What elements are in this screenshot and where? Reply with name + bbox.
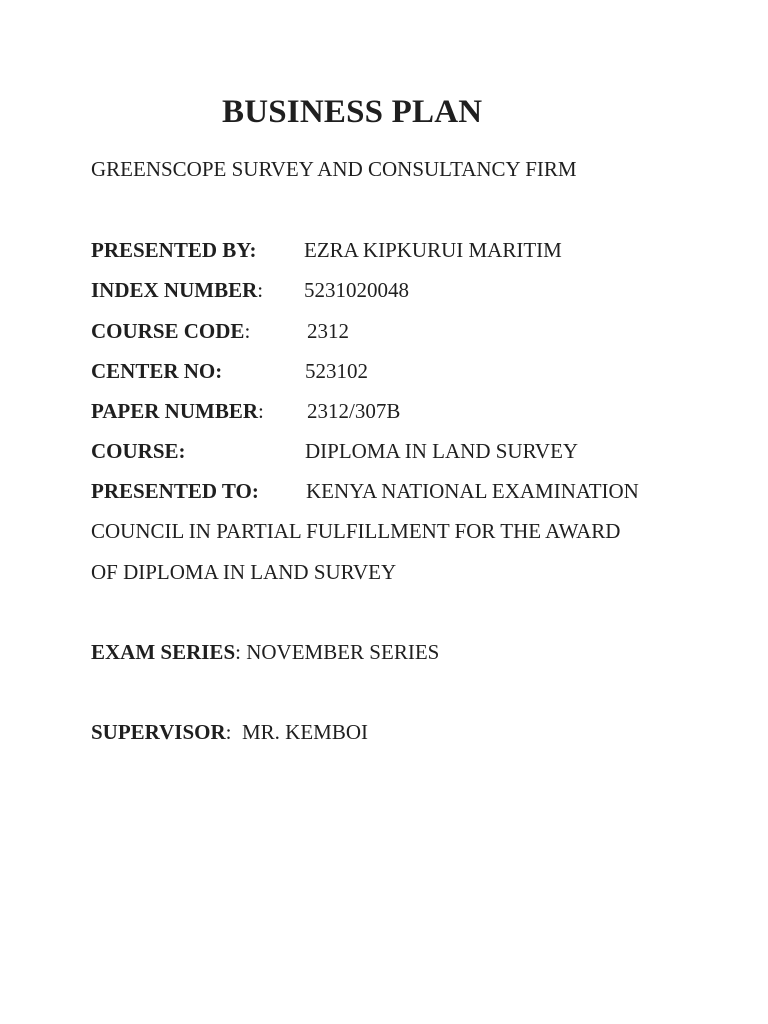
supervisor bbox=[91, 718, 368, 746]
presented-to-continuation-line: COUNCIL IN PARTIAL FULFILLMENT FOR THE AWARD bbox=[91, 519, 621, 543]
field-label-suffix: : bbox=[258, 399, 264, 423]
exam-series-separator: : bbox=[235, 640, 247, 664]
exam-series bbox=[91, 638, 439, 666]
field-value: 2312/307B bbox=[307, 399, 401, 423]
exam-series-value: NOVEMBER SERIES bbox=[246, 640, 440, 664]
field-label: INDEX NUMBER bbox=[91, 278, 258, 302]
field-label: PAPER NUMBER bbox=[91, 399, 259, 423]
field-value: 523102 bbox=[305, 359, 368, 383]
supervisor-label: SUPERVISOR bbox=[91, 720, 226, 744]
field-center-no bbox=[91, 357, 368, 385]
field-label: CENTER NO: bbox=[91, 359, 223, 383]
field-paper-number bbox=[91, 397, 401, 425]
field-index-number bbox=[91, 276, 409, 304]
field-value: DIPLOMA IN LAND SURVEY bbox=[305, 439, 579, 463]
supervisor-value: MR. KEMBOI bbox=[241, 720, 368, 744]
field-label: PRESENTED BY: bbox=[91, 238, 257, 262]
field-course bbox=[91, 437, 579, 465]
field-value: EZRA KIPKURUI MARITIM bbox=[304, 238, 562, 262]
field-label: COURSE CODE bbox=[91, 319, 245, 343]
field-label-suffix: : bbox=[244, 319, 251, 343]
supervisor-separator: : bbox=[225, 720, 242, 744]
presented-to-continuation-line: OF DIPLOMA IN LAND SURVEY bbox=[91, 560, 397, 584]
field-label: PRESENTED TO: bbox=[91, 479, 259, 503]
field-course-code bbox=[91, 317, 349, 345]
field-presented-to bbox=[91, 477, 639, 505]
firm-name: GREENSCOPE SURVEY AND CONSULTANCY FIRM bbox=[91, 157, 577, 181]
field-value: 5231020048 bbox=[304, 278, 409, 302]
field-presented-by bbox=[91, 236, 562, 264]
field-label-suffix: : bbox=[257, 278, 264, 302]
field-label: COURSE: bbox=[91, 439, 186, 463]
field-value: KENYA NATIONAL EXAMINATION bbox=[306, 479, 639, 503]
exam-series-label: EXAM SERIES bbox=[91, 640, 236, 664]
field-value: 2312 bbox=[307, 319, 349, 343]
document-title: BUSINESS PLAN bbox=[222, 94, 483, 130]
